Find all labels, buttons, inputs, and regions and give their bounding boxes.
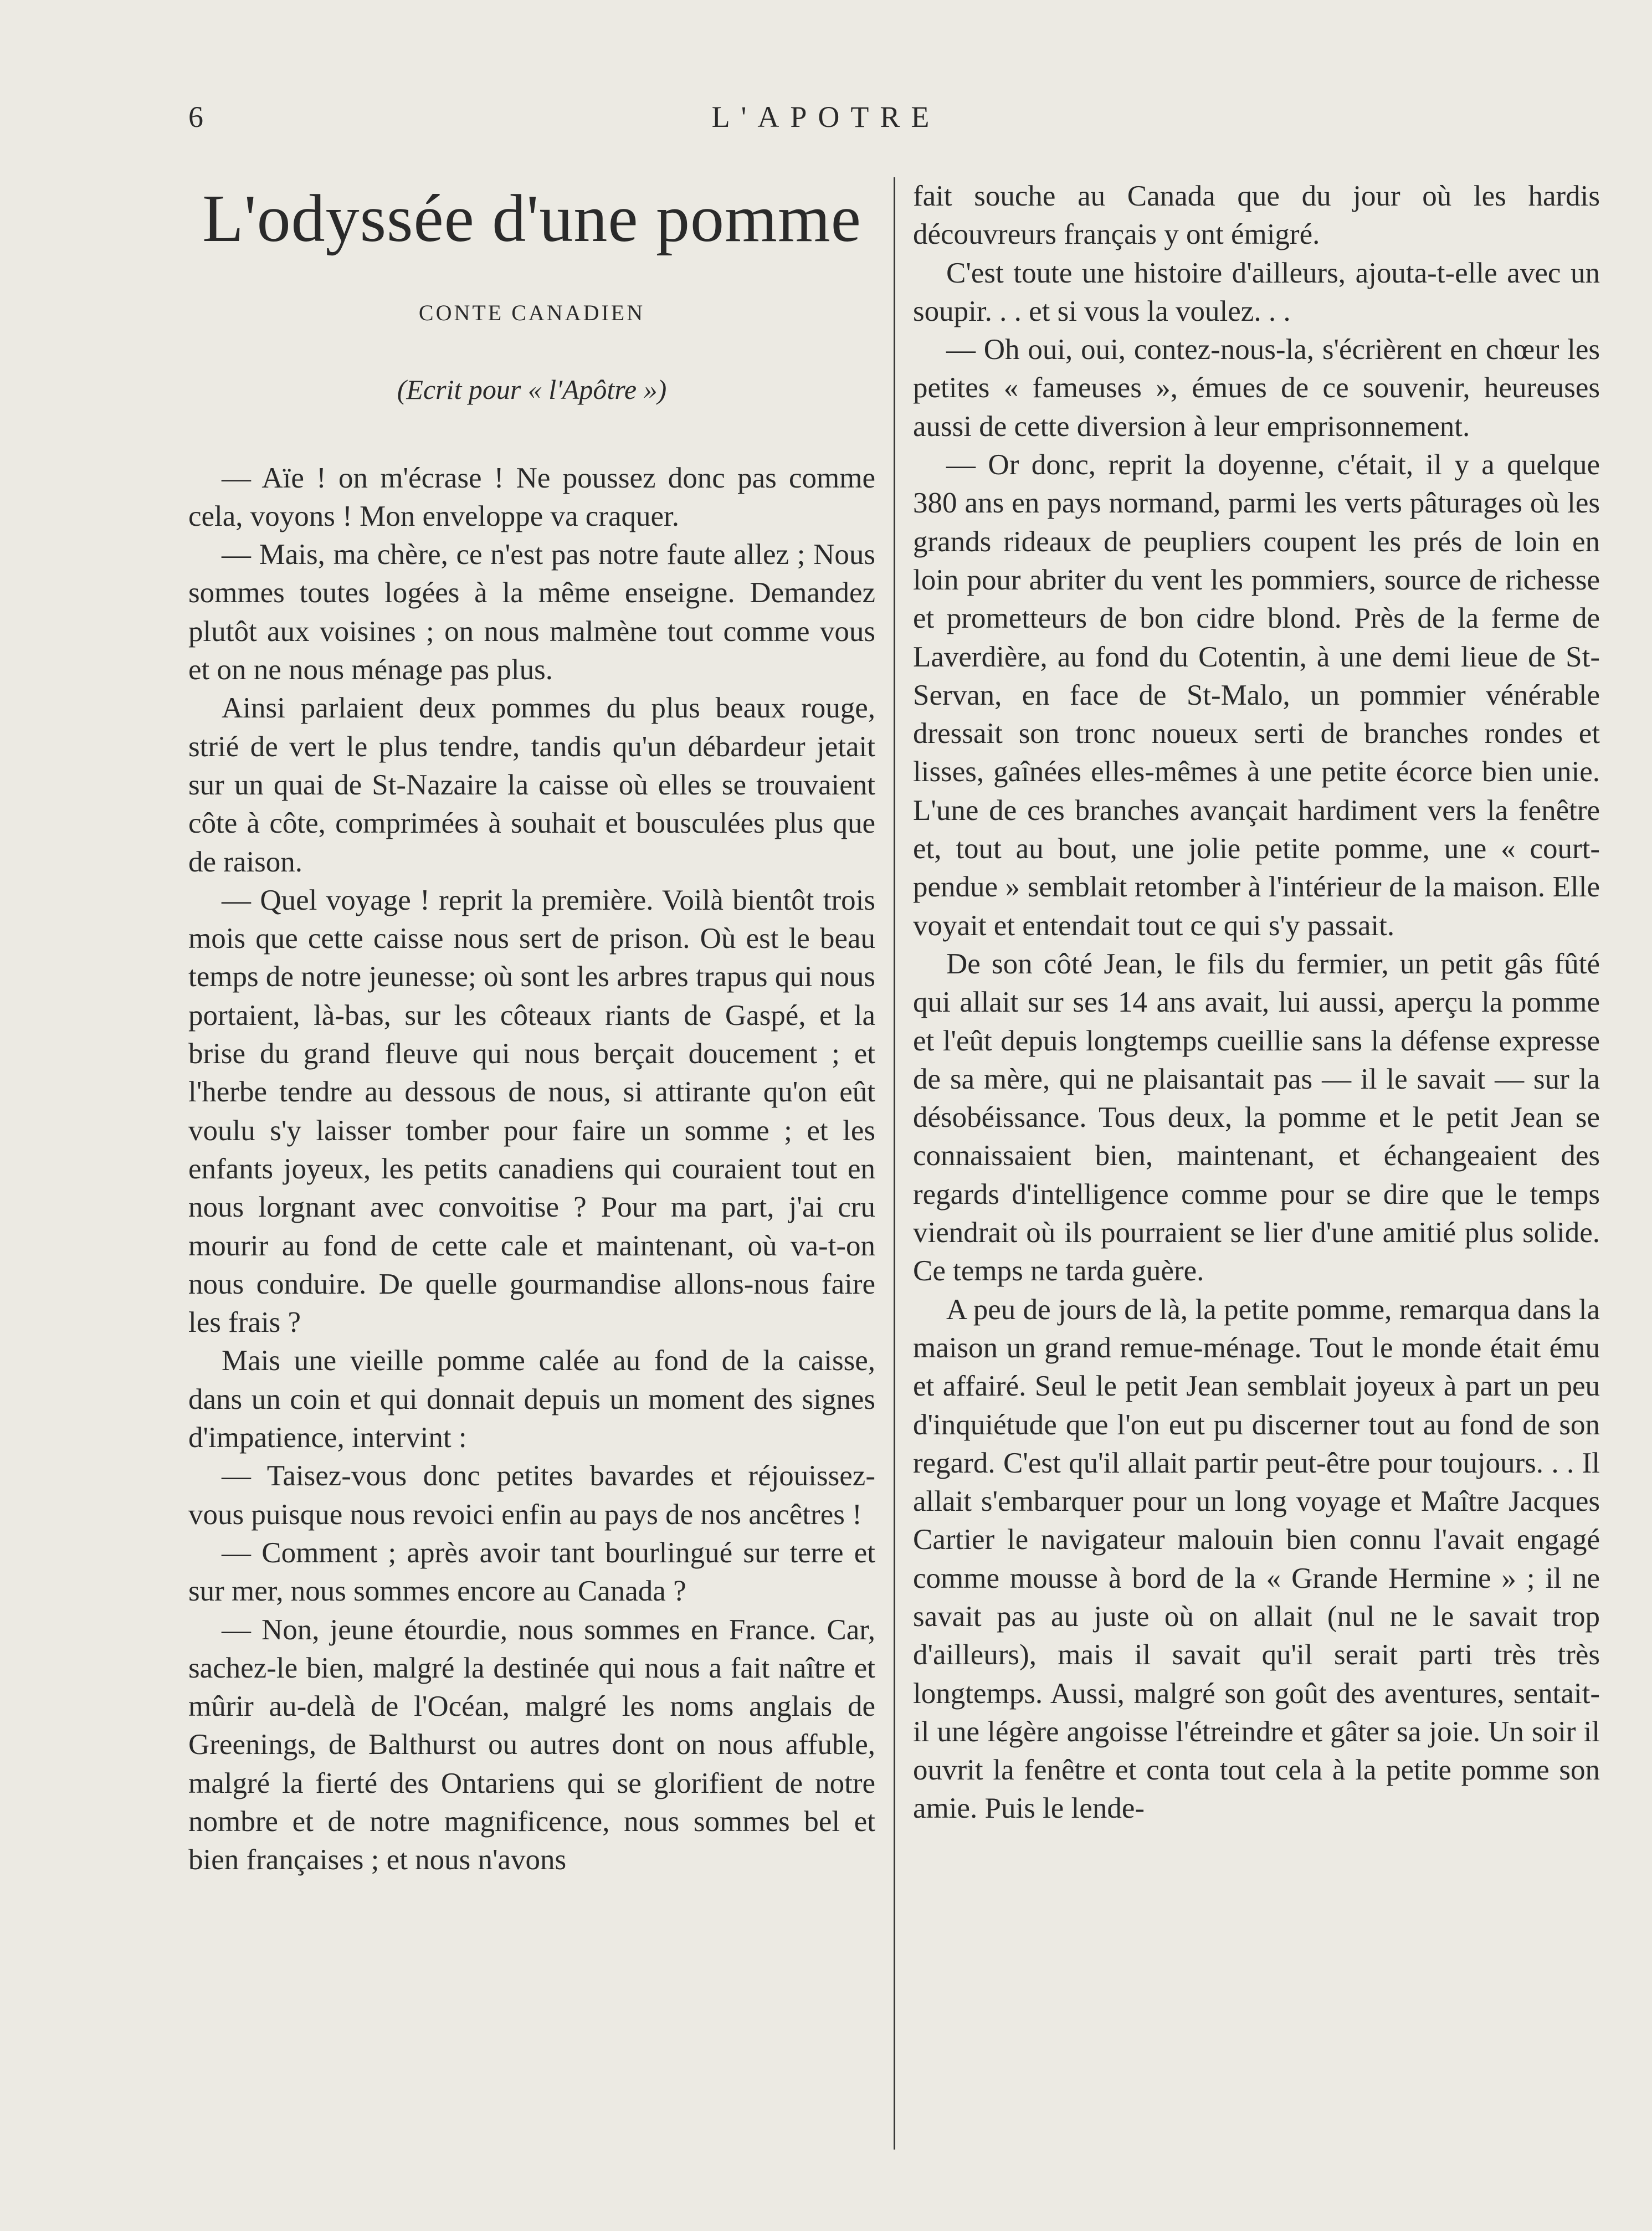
page-number: 6	[188, 100, 203, 134]
paragraph: — Or donc, reprit la doyenne, c'était, il y a quelque 380 ans en pays normand, parmi les verts pâturages où les grands rideaux de peupliers coupent les prés de loin en loin pour abriter du vent les pommiers, source de richesse et prometteurs de bon cidre blond. Près de la ferme de Laverdière, au fond du Cotentin, à une demi lieue de St-Servan, en face de St-Malo, un pommier vénérable dressait son tronc noueux serti de branches rondes et lisses, gaînées elles-mêmes à une petite écorce bien unie. L'une de ces branches avançait hardiment vers la fenêtre et, tout au bout, une jolie petite pomme, une « court-pendue » semblait retomber à l'intérieur de la maison. Elle voyait et entendait tout ce qui s'y passait.	[913, 449, 1600, 942]
paragraph: — Taisez-vous donc petites bavardes et réjouissez-vous puisque nous revoici enfin au pays de nos ancêtres !	[188, 1460, 875, 1531]
paragraph: — Aïe ! on m'écrase ! Ne poussez donc pas comme cela, voyons ! Mon enveloppe va craquer.	[188, 461, 875, 532]
paragraph: De son côté Jean, le fils du fermier, un petit gâs fûté qui allait sur ses 14 ans avait, lui aussi, aperçu la pomme et l'eût depuis longtemps cueillie sans la défense expresse de sa mère, qui ne plaisantait pas — il le savait — sur la désobéissance. Tous deux, la pomme et le petit Jean se connaissaient bien, maintenant, et échangeaient des regards d'intelligence comme pour se dire que le temps viendrait où ils pourraient se lier d'une amitié plus solide. Ce temps ne tarda guère.	[913, 947, 1600, 1288]
article-title: L'odyssée d'une pomme	[202, 181, 861, 256]
paragraph: — Mais, ma chère, ce n'est pas notre faute allez ; Nous sommes toutes logées à la même enseigne. Demandez plutôt aux voisines ; on nous malmène tout comme vous et on ne nous ménage pas plus.	[188, 538, 875, 686]
paragraph: — Quel voyage ! reprit la première. Voilà bientôt trois mois que cette caisse nous sert de prison. Où est le beau temps de notre jeunesse; où sont les arbres trapus qui nous portaient, là-bas, sur les côteaux riants de Gaspé, et la brise du grand fleuve qui nous berçait doucement ; et l'herbe tendre au dessous de nous, si attirante qu'on eût voulu s'y laisser tomber pour faire un somme ; et les enfants joyeux, les petits canadiens qui couraient tout en nous lorgnant avec convoitise ? Pour ma part, j'ai cru mourir au fond de cette cale et maintenant, où va-t-on nous conduire. De quelle gourmandise allons-nous faire les frais ?	[188, 884, 875, 1339]
paragraph: Mais une vieille pomme calée au fond de la caisse, dans un coin et qui donnait depuis un moment des signes d'impatience, intervint :	[188, 1345, 875, 1454]
paragraph: — Non, jeune étourdie, nous sommes en France. Car, sachez-le bien, malgré la destinée qui nous a fait naître et mûrir au-delà de l'Océan, malgré les noms anglais de Greenings, de Balthurst ou autres dont on nous affuble, malgré la fierté des Ontariens qui se glorifient de notre nombre et de notre magnificence, nous sommes bel et bien françaises ; et nous n'avons	[188, 1613, 875, 1876]
left-column	[188, 177, 875, 1880]
paragraph: — Oh oui, oui, contez-nous-la, s'écrièrent en chœur les petites « fameuses », émues de ce souvenir, heureuses aussi de cette diversion à leur emprisonnement.	[913, 334, 1600, 443]
running-title: L'APOTRE	[711, 100, 941, 134]
paragraph: Ainsi parlaient deux pommes du plus beaux rouge, strié de vert le plus tendre, tandis qu'un débardeur jetait sur un quai de St-Nazaire la caisse où elles se trouvaient côte à côte, comprimées à souhait et bousculées plus que de raison.	[188, 692, 875, 878]
paragraph: C'est toute une histoire d'ailleurs, ajouta-t-elle avec un soupir. . . et si vous la voulez. . .	[913, 257, 1600, 327]
paragraph: fait souche au Canada que du jour où les hardis découvreurs français y ont émigré.	[913, 180, 1600, 251]
article-subtitle: CONTE CANADIEN	[418, 300, 645, 325]
column-divider	[894, 177, 895, 2150]
right-column	[913, 177, 1600, 1828]
paragraph: A peu de jours de là, la petite pomme, remarqua dans la maison un grand remue-ménage. Tout le monde était ému et affairé. Seul le petit Jean semblait joyeux à part un peu d'inquiétude que l'on eut pu discerner tout au fond de son regard. C'est qu'il allait partir peut-être pour toujours. . . Il allait s'embarquer pour un long voyage et Maître Jacques Cartier le navigateur malouin bien connu l'avait engagé comme mousse à bord de la « Grande Hermine » ; il ne savait pas au juste où on allait (nul ne le savait trop d'ailleurs), mais il savait qu'il serait parti très très longtemps. Aussi, malgré son goût des aventures, sentait-il une légère angoisse l'étreindre et gâter sa joie. Un soir il ouvrit la fenêtre et conta tout cela à la petite pomme son amie. Puis le lende-	[913, 1293, 1600, 1825]
article-byline: (Ecrit pour « l'Apôtre »)	[397, 374, 667, 406]
paragraph: — Comment ; après avoir tant bourlingué sur terre et sur mer, nous sommes encore au Canada ?	[188, 1536, 875, 1608]
